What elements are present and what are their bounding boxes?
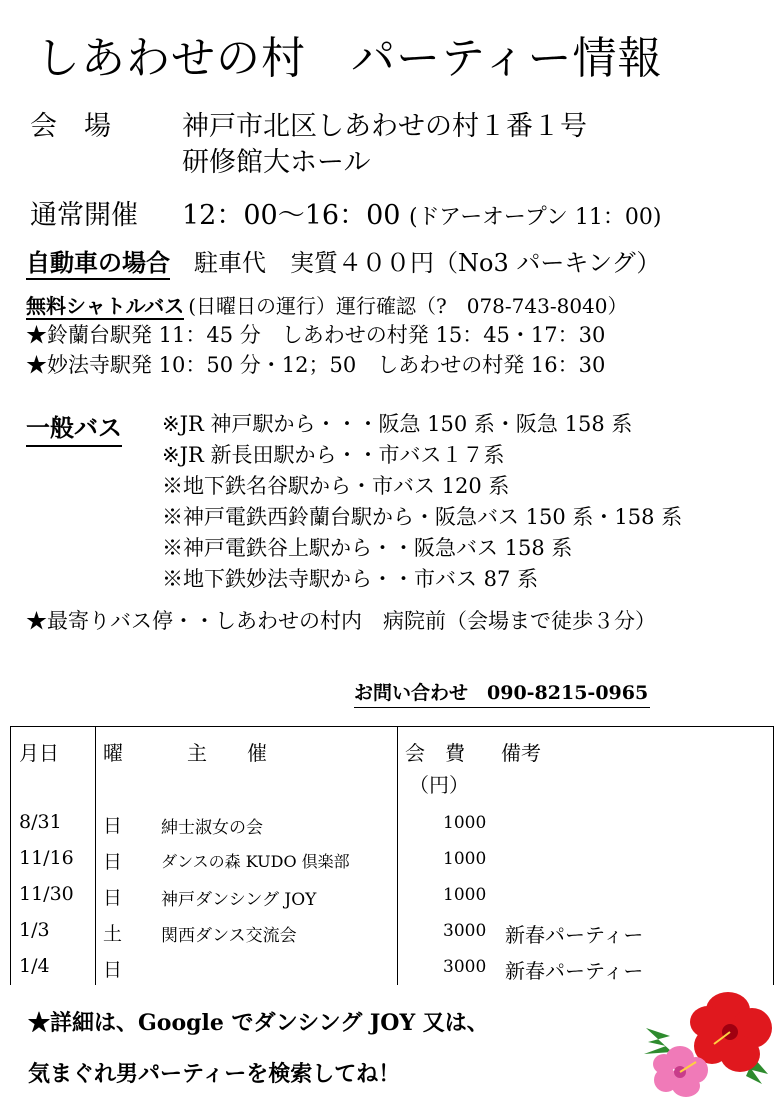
row-fee: 1000	[443, 813, 487, 833]
footer-line-1: ★詳細は、Google でダンシング JOY 又は、	[28, 1010, 489, 1036]
bus-route: ※神戸電鉄西鈴蘭台駅から・阪急バス 150 系・158 系	[162, 505, 683, 529]
row-date: 1/3	[19, 919, 50, 941]
row-day: 日	[103, 887, 123, 909]
header-day: 曜	[103, 741, 123, 765]
shuttle-line	[26, 290, 628, 319]
header-fee: 会 費	[405, 741, 465, 765]
hours-line	[182, 193, 661, 232]
bus-route: ※地下鉄妙法寺駅から・・市バス 87 系	[162, 567, 539, 591]
row-date: 11/16	[19, 847, 74, 869]
bus-route-list	[162, 410, 682, 596]
row-fee: 3000	[443, 957, 487, 977]
shuttle-label: 無料シャトルバス	[26, 294, 185, 318]
row-day: 土	[103, 923, 123, 945]
row-host: 紳士淑女の会	[161, 818, 263, 838]
header-date: 月日	[19, 741, 59, 765]
row-date: 1/4	[19, 955, 50, 977]
page-title: しあわせの村 パーティー情報	[36, 33, 663, 84]
shuttle-row-suzurandai: ★鈴蘭台駅発 11：45 分 しあわせの村発 15：45・17：30	[26, 323, 606, 347]
row-fee: 1000	[443, 885, 487, 905]
car-line	[26, 243, 660, 278]
row-note: 新春パーティー	[505, 923, 644, 947]
row-day: 日	[103, 851, 123, 873]
bus-route: ※神戸電鉄谷上駅から・・阪急バス 158 系	[162, 536, 573, 560]
car-text: 駐車代 実質４００円（No3 パーキング）	[194, 249, 661, 277]
row-host: ダンスの森 KUDO 倶楽部	[161, 852, 350, 871]
hours-door: (ドアーオープン 11：00)	[409, 205, 662, 230]
bus-label: 一般バス	[26, 408, 122, 447]
row-day: 日	[103, 959, 123, 981]
shuttle-note: (日曜日の運行）運行確認（? 078-743-8040）	[188, 294, 628, 318]
nearest-bus-stop: ★最寄りバス停・・しあわせの村内 病院前（会場まで徒歩３分）	[26, 609, 656, 633]
hibiscus-flower-icon	[636, 988, 776, 1100]
footer-line-2: 気まぐれ男パーティーを検索してね！	[28, 1061, 401, 1087]
header-note: 備考	[501, 741, 541, 765]
row-fee: 3000	[443, 921, 487, 941]
row-date: 8/31	[19, 811, 62, 833]
venue-hall: 研修館大ホール	[182, 147, 371, 178]
row-fee: 1000	[443, 849, 487, 869]
row-note: 新春パーティー	[505, 959, 644, 983]
row-host: 神戸ダンシング JOY	[161, 890, 317, 910]
schedule-table	[10, 726, 774, 985]
header-host: 主 催	[187, 741, 267, 765]
bus-route: ※地下鉄名谷駅から・市バス 120 系	[162, 474, 510, 498]
column-divider	[95, 727, 96, 985]
row-day: 日	[103, 815, 123, 837]
shuttle-row-myohoji: ★妙法寺駅発 10：50 分・12；50 しあわせの村発 16：30	[26, 353, 606, 377]
header-fee-unit: （円）	[409, 773, 469, 797]
hours-time: 12：00〜16：00	[182, 200, 401, 231]
car-label: 自動車の場合	[26, 248, 170, 280]
venue-address: 神戸市北区しあわせの村１番１号	[182, 111, 587, 142]
row-host: 関西ダンス交流会	[161, 926, 297, 946]
bus-route: ※JR 神戸駅から・・・阪急 150 系・阪急 158 系	[162, 412, 633, 436]
bus-route: ※JR 新長田駅から・・市バス１７系	[162, 443, 505, 467]
column-divider	[397, 727, 398, 985]
venue-label: 会 場	[30, 111, 111, 142]
row-date: 11/30	[19, 883, 74, 905]
hours-label: 通常開催	[30, 200, 138, 231]
contact-phone: お問い合わせ 090-8215-0965	[354, 678, 650, 708]
